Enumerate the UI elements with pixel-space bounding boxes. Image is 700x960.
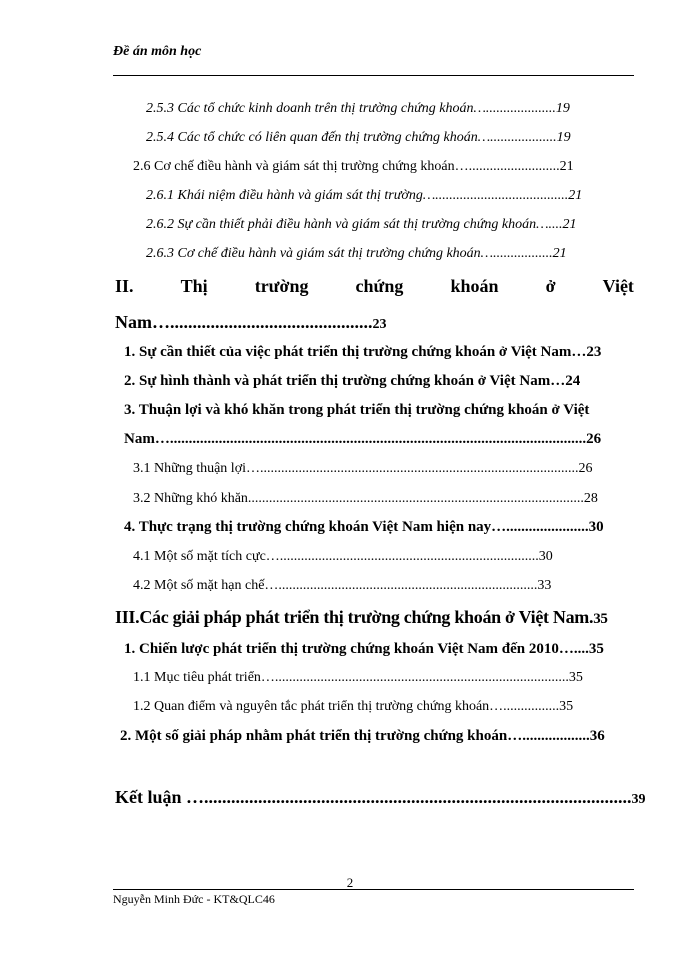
toc-entry [124,345,601,360]
toc-entry-page: 33 [537,578,552,593]
toc-entry [115,313,387,332]
toc-entry-page: 35 [568,670,583,685]
toc-entry-page: 39 [631,792,646,807]
toc-entry [133,462,592,476]
toc-entry-page: 35 [559,699,574,714]
toc-entry-text: Nam…............................................. [115,312,373,332]
toc-heading-2 [115,277,634,295]
toc-entry-text: 2.6.2 Sự cần thiết phải điều hành và giám sát thị trường chứng khoán….... [146,217,563,232]
toc-entry-page: 30 [588,519,604,535]
toc-entry-text: Nam…............................................................................................................... [124,431,587,447]
heading-word: Thị [180,276,208,296]
toc-entry [124,642,604,657]
heading-word: chứng [355,276,404,296]
heading-word: Việt [602,276,634,296]
toc-entry [133,579,551,593]
toc-entry-text: 2.6 Cơ chế điều hành và giám sát thị trường chứng khoán….......................... [133,159,560,174]
toc-entry [146,131,571,145]
toc-entry-text: 3. Thuận lợi và khó khăn trong phát triển thị trường chứng khoán ở Việt [124,402,590,418]
toc-entry [146,189,582,203]
toc-entry-page: 24 [565,373,581,389]
toc-entry [124,432,601,447]
footer-rule [113,889,634,890]
toc-entry-text: 4.1 Một số mặt tích cực….......................................................................... [133,549,539,564]
toc-entry-page: 21 [552,246,567,261]
toc-entry [124,403,589,418]
toc-entry-page: 21 [559,159,574,174]
toc-entry [124,520,604,535]
toc-entry-page: .28 [580,491,598,506]
header-rule [113,75,634,76]
footer-author: Nguyễn Minh Đức - KT&QLC46 [113,892,275,906]
toc-heading-3 [115,608,608,627]
toc-entry-text: 1.2 Quan điểm và nguyên tắc phát triển thị trường chứng khoán…................ [133,699,560,714]
toc-entry-text: 2.6.1 Khái niệm điều hành và giám sát thị trường…...................................... [146,188,569,203]
toc-entry-page: 35 [588,641,604,657]
toc-entry-text: 2. Sự hình thành và phát triển thị trường chứng khoán ở Việt Nam… [124,373,566,389]
heading-word: II. [115,276,134,296]
toc-entry [133,671,583,685]
toc-entry [133,550,553,564]
toc-entry [133,700,573,714]
toc-entry-text: 2. Một số giải pháp nhằm phát triển thị trường chứng khoán….................. [120,728,590,744]
toc-entry-text: 4.2 Một số mặt hạn chế….......................................................................... [133,578,538,593]
toc-entry-page: 19 [556,130,571,145]
toc-entry-text: III.Các giải pháp phát triển thị trường chứng khoán ở Việt Nam. [115,607,594,627]
toc-entry-page: 23 [586,344,602,360]
toc-conclusion [115,788,646,807]
toc-entry [133,492,598,506]
toc-entry [146,102,570,116]
toc-entry [120,729,605,744]
toc-entry-page: 30 [538,549,553,564]
toc-entry-page: 21 [568,188,583,203]
toc-entry [146,218,577,232]
heading-word: trường [254,276,309,296]
toc-entry-text: 1.1 Mục tiêu phát triển….................................................................................... [133,670,569,685]
toc-entry-text: 3.2 Những khó khăn............................................................................................... [133,491,581,506]
toc-entry-page: 35 [593,611,608,627]
toc-entry-text: 2.5.3 Các tổ chức kinh doanh trên thị trường chứng khoán….................... [146,101,556,116]
toc-entry-text: Kết luận …............................................................................................... [115,787,632,807]
toc-entry-text: 4. Thực trạng thị trường chứng khoán Việt Nam hiện nay…...................... [124,519,589,535]
toc-entry-page: 36 [589,728,605,744]
toc-entry-text: 1. Chiến lược phát triển thị trường chứng khoán Việt Nam đến 2010….... [124,641,589,657]
toc-entry-text: 2.5.4 Các tổ chức có liên quan đến thị trường chứng khoán…................... [146,130,557,145]
page-number: 2 [346,875,354,890]
toc-entry [146,247,567,261]
toc-entry-text: 3.1 Những thuận lợi…........................................................................................... [133,461,579,476]
heading-word: ở [545,276,556,296]
heading-word: khoán [450,276,499,296]
toc-entry-page: 19 [555,101,570,116]
toc-entry-page: 26 [578,461,593,476]
toc-entry-page: 21 [562,217,577,232]
toc-entry-text: 1. Sự cần thiết của việc phát triển thị trường chứng khoán ở Việt Nam… [124,344,587,360]
header-title: Đề án môn học [113,44,202,59]
toc-entry-text: 2.6.3 Cơ chế điều hành và giám sát thị trường chứng khoán…................. [146,246,553,261]
toc-entry [124,374,580,389]
toc-entry-page: 23 [372,317,387,332]
toc-entry-page: 26 [586,431,602,447]
toc-entry [133,160,574,174]
